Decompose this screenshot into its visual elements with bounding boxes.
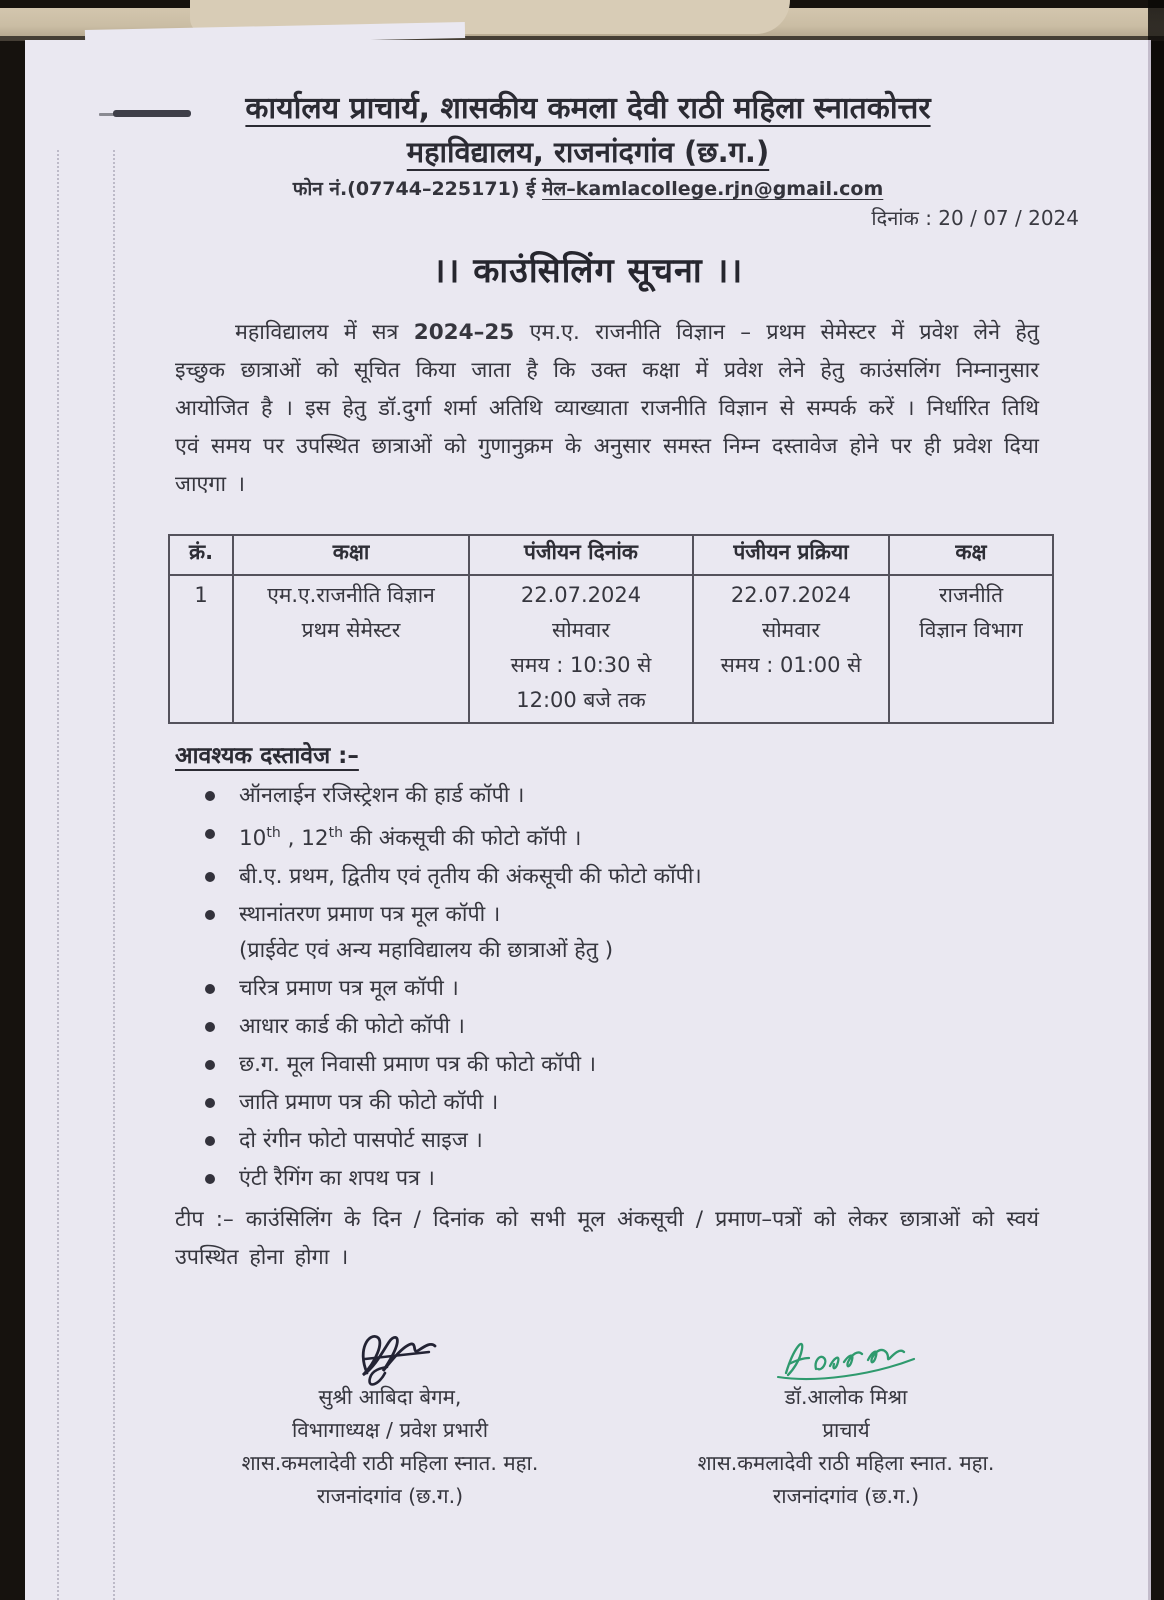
bullet-icon (205, 1060, 215, 1070)
letterhead-contact-line (25, 174, 1151, 204)
binding-perforation-marks (113, 150, 115, 1600)
cell-class: एम.ए.राजनीति विज्ञान प्रथम सेमेस्टर (233, 575, 469, 723)
list-item: एंटी रैगिंग का शपथ पत्र । (205, 1163, 1151, 1194)
signatory-role: प्राचार्य (822, 1418, 870, 1443)
letterhead (25, 40, 1151, 232)
notice-title: ।। काउंसिलिंग सूचना ।। (432, 251, 744, 291)
document-date: दिनांक : 20 / 07 / 2024 (871, 206, 1079, 230)
signature-block-incharge (175, 1323, 605, 1513)
bullet-icon (205, 1174, 215, 1184)
bullet-icon (205, 984, 215, 994)
table-row (169, 575, 1053, 723)
column-header-sno: क्रं. (169, 535, 233, 575)
signatory-name: डॉ.आलोक मिश्रा (784, 1385, 908, 1410)
intro-text-start: महाविद्यालय में सत्र (235, 320, 414, 345)
bullet-icon (205, 829, 215, 839)
counselling-schedule-table (168, 534, 1054, 724)
note-paragraph: टीप :– काउंसिलिंग के दिन / दिनांक को सभी मूल अंकसूची / प्रमाण–पत्रों को लेकर छात्राओं को स्वयं उपस्थित होना होगा । (175, 1207, 1039, 1271)
bullet-icon (205, 791, 215, 801)
scan-dash-mark (113, 110, 191, 117)
list-item-subnote: (प्राईवेट एवं अन्य महाविद्यालय की छात्राओं हेतु ) (239, 938, 614, 964)
cell-registration-process: 22.07.2024 सोमवार समय : 01:00 से (693, 575, 889, 723)
column-header-registration-date: पंजीयन दिनांक (469, 535, 693, 575)
letterhead-office-line: कार्यालय प्राचार्य, शासकीय कमला देवी राठी महिला स्नातकोत्तर (245, 91, 931, 126)
letterhead-college-line: महाविद्यालय, राजनांदगांव (छ.ग.) (406, 135, 770, 169)
signatory-organisation: शास.कमलादेवी राठी महिला स्नात. महा. (241, 1451, 539, 1476)
list-item: स्थानांतरण प्रमाण पत्र मूल कॉपी । (205, 899, 1151, 930)
signatory-place: राजनांदगांव (छ.ग.) (316, 1484, 464, 1509)
list-item: जाति प्रमाण पत्र की फोटो कॉपी । (205, 1087, 1151, 1118)
signatory-name: सुश्री आबिदा बेगम, (318, 1385, 462, 1410)
list-item: बी.ए. प्रथम, द्वितीय एवं तृतीय की अंकसूची की फोटो कॉपी। (205, 861, 1151, 892)
signatory-place: राजनांदगांव (छ.ग.) (772, 1484, 920, 1509)
column-header-class: कक्षा (233, 535, 469, 575)
signature-section (175, 1323, 1081, 1513)
session-year: 2024–25 (413, 320, 515, 345)
signature-block-principal (611, 1323, 1081, 1513)
phone-number: फोन नं.(07744–225171) ई (292, 178, 543, 200)
bullet-icon (205, 1098, 215, 1108)
column-header-room: कक्ष (889, 535, 1053, 575)
bullet-icon (205, 872, 215, 882)
intro-text-rest: एम.ए. राजनीति विज्ञान – प्रथम सेमेस्टर में प्रवेश लेने हेतु इच्छुक छात्राओं को सूचित किया जाता है कि उक्त कक्षा में प्रवेश लेने हेतु काउंसलिंग निम्नानुसार आयोजित है । इस हेतु डॉ.दुर्गा शर्मा अतिथि व्याख्याता राजनीति विज्ञान से सम्पर्क करें । निर्धारित तिथि एवं समय पर उपस्थित छात्राओं को गुणानुक्रम के अनुसार समस्त निम्न दस्तावेज होने पर ही प्रवेश दिया जाएगा । (175, 320, 1039, 497)
signatory-organisation: शास.कमलादेवी राठी महिला स्नात. महा. (697, 1451, 995, 1476)
binding-perforation-marks (57, 150, 59, 1600)
bullet-icon (205, 910, 215, 920)
column-header-registration-process: पंजीयन प्रक्रिया (693, 535, 889, 575)
list-item: छ.ग. मूल निवासी प्रमाण पत्र की फोटो कॉपी । (205, 1049, 1151, 1080)
list-item: दो रंगीन फोटो पासपोर्ट साइज । (205, 1125, 1151, 1156)
bullet-icon (205, 1136, 215, 1146)
signature-principal-handwriting (611, 1323, 1081, 1381)
cell-registration-date: 22.07.2024 सोमवार समय : 10:30 से 12:00 बजे तक (469, 575, 693, 723)
document-page (25, 40, 1151, 1600)
email-address: मेल–kamlacollege.rjn@gmail.com (542, 178, 884, 200)
required-documents-list (205, 780, 1151, 1194)
signature-incharge-handwriting (175, 1323, 605, 1381)
table-header-row (169, 535, 1053, 575)
list-item: चरित्र प्रमाण पत्र मूल कॉपी । (205, 973, 1151, 1004)
cell-sno: 1 (169, 575, 233, 723)
list-item: आधार कार्ड की फोटो कॉपी । (205, 1011, 1151, 1042)
cell-room: राजनीति विज्ञान विभाग (889, 575, 1053, 723)
required-documents-heading: आवश्यक दस्तावेज :– (175, 743, 359, 769)
list-item: ऑनलाईन रजिस्ट्रेशन की हार्ड कॉपी । (205, 780, 1151, 811)
bullet-icon (205, 1022, 215, 1032)
intro-paragraph (175, 314, 1039, 504)
signatory-role: विभागाध्यक्ष / प्रवेश प्रभारी (291, 1418, 489, 1443)
list-item: 10th , 12th की अंकसूची की फोटो कॉपी । (205, 818, 1151, 854)
